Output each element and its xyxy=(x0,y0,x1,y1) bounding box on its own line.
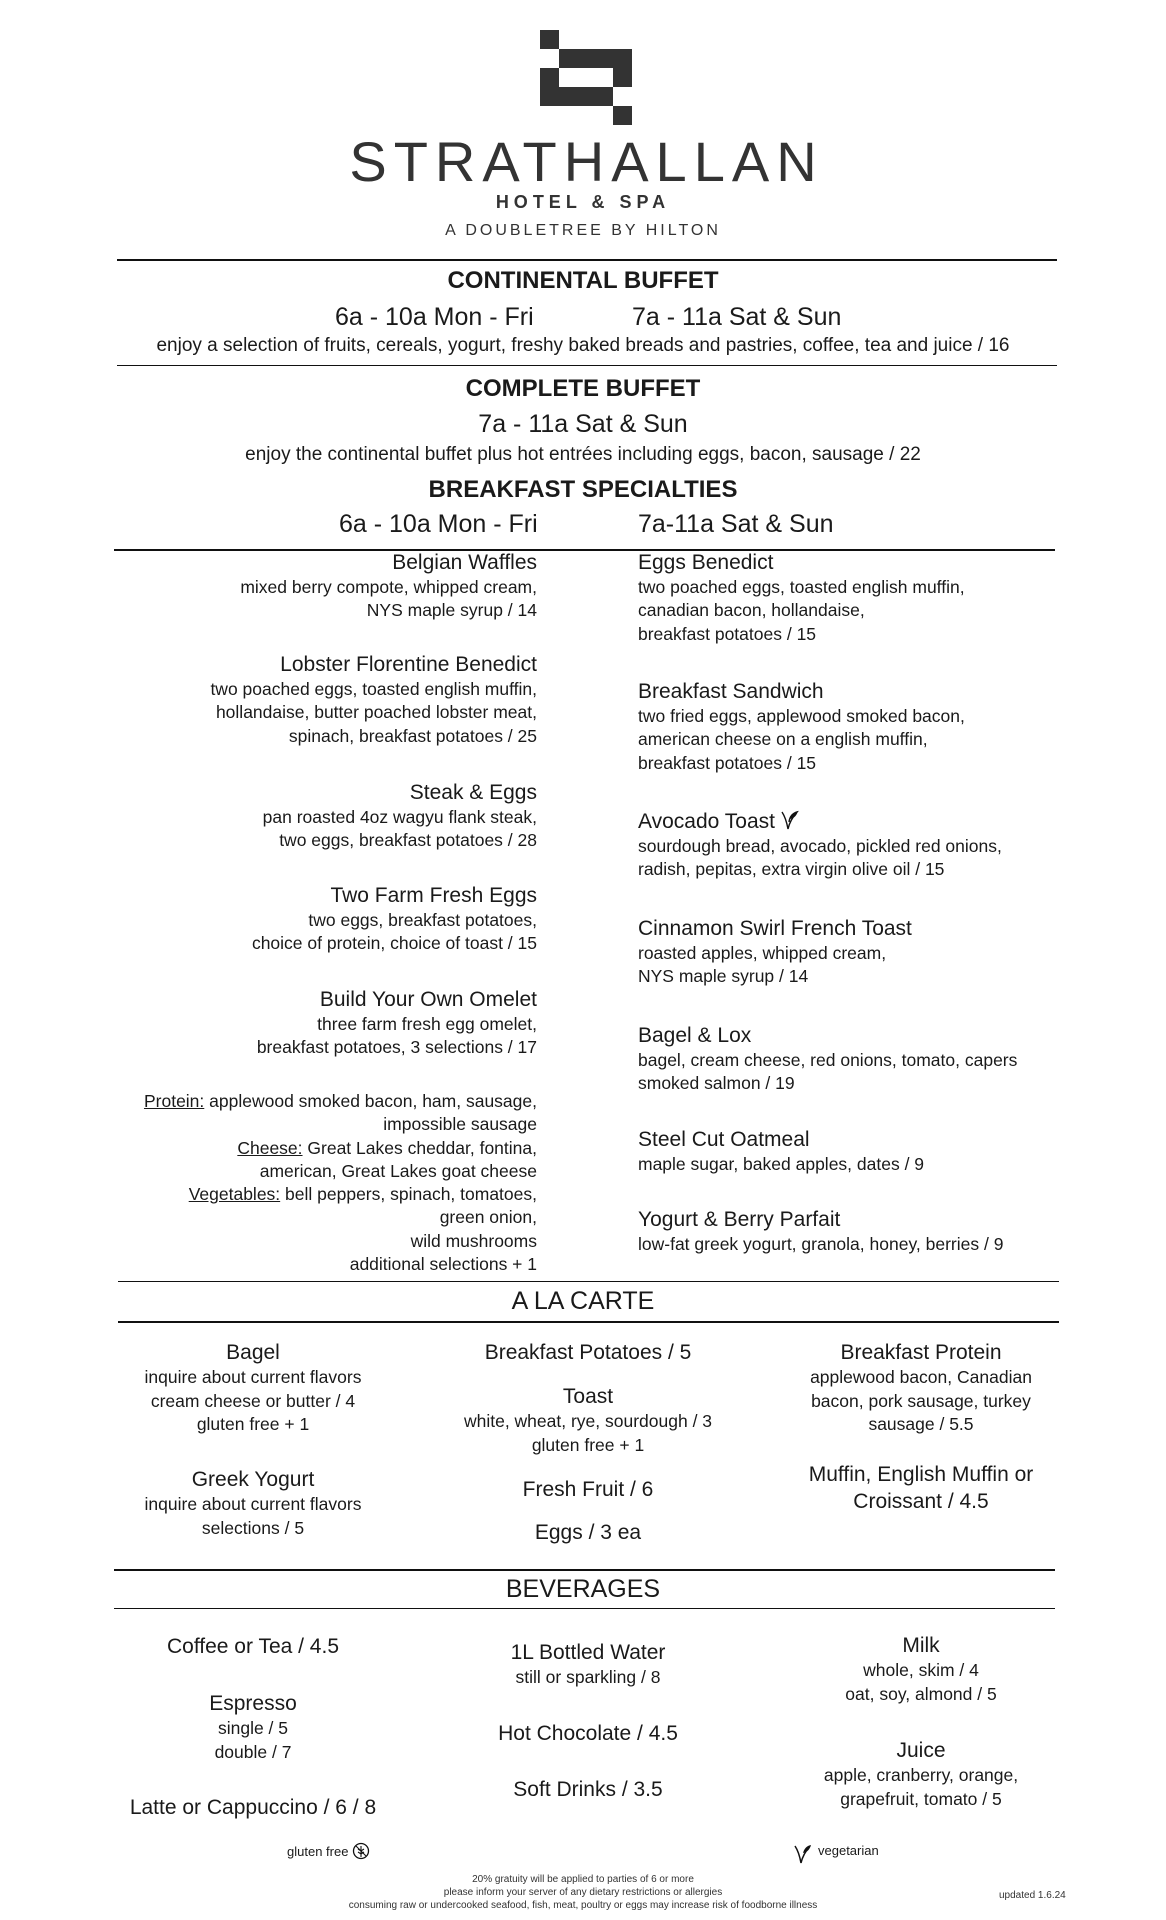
menu-item: Bagel & Lox bagel, cream cheese, red onions, tomato, capers smoked salmon / 19 xyxy=(638,1024,1018,1094)
divider xyxy=(114,1569,1055,1571)
complete-hours: 7a - 11a Sat & Sun xyxy=(478,410,688,438)
complete-title: COMPLETE BUFFET xyxy=(465,375,701,402)
alacarte-muffin: Muffin, English Muffin or Croissant / 4.5 xyxy=(808,1463,1034,1513)
brand-tagline: A DOUBLETREE BY HILTON xyxy=(445,222,721,239)
menu-item: Breakfast Sandwich two fried eggs, applewood smoked bacon, american cheese on a english muffin, breakfast potatoes / 15 xyxy=(638,680,965,773)
alacarte-bagel: Bagel inquire about current flavors cream cheese or butter / 4 gluten free + 1 xyxy=(144,1341,362,1434)
divider xyxy=(118,1321,1059,1323)
menu-item: Two Farm Fresh Eggs two eggs, breakfast potatoes, choice of protein, choice of toast / 15 xyxy=(251,884,537,954)
continental-hours-weekend: 7a - 11a Sat & Sun xyxy=(632,303,842,331)
specialties-title: BREAKFAST SPECIALTIES xyxy=(428,476,738,503)
legend-gluten-free: gluten free xyxy=(287,1842,370,1861)
menu-item: Cinnamon Swirl French Toast roasted apples, whipped cream, NYS maple syrup / 14 xyxy=(638,917,912,987)
beverage-cocoa: Hot Chocolate / 4.5 xyxy=(498,1722,678,1745)
footer-gratuity: 20% gratuity will be applied to parties of 6 or more xyxy=(472,1874,694,1885)
alacarte-eggs: Eggs / 3 ea xyxy=(534,1521,642,1544)
menu-item: Eggs Benedict two poached eggs, toasted english muffin, canadian bacon, hollandaise, breakfast potatoes / 15 xyxy=(638,551,965,644)
complete-desc: enjoy the continental buffet plus hot entrées including eggs, bacon, sausage / 22 xyxy=(245,444,921,465)
beverage-latte: Latte or Cappuccino / 6 / 8 xyxy=(129,1796,377,1819)
divider xyxy=(117,259,1057,261)
omelet-options: Protein: applewood smoked bacon, ham, sausage, impossible sausage Cheese: Great Lakes cheddar, fontina, american, Great Lakes goat cheese Vegetables: bell peppers, spinach, tomatoes, green onion, wild mushrooms additional selections + 1 xyxy=(143,1091,537,1275)
menu-item: Yogurt & Berry Parfait low-fat greek yogurt, granola, honey, berries / 9 xyxy=(638,1208,1004,1254)
beverage-soda: Soft Drinks / 3.5 xyxy=(513,1778,663,1801)
menu-item: Steel Cut Oatmeal maple sugar, baked apples, dates / 9 xyxy=(638,1128,925,1174)
beverages-title: BEVERAGES xyxy=(505,1575,661,1603)
logo-mark-icon xyxy=(540,30,632,125)
vegetarian-leaf-icon xyxy=(781,810,799,830)
alacarte-yogurt: Greek Yogurt inquire about current flavors selections / 5 xyxy=(144,1468,362,1538)
brand-subtitle: HOTEL & SPA xyxy=(495,192,671,212)
continental-title: CONTINENTAL BUFFET xyxy=(447,267,719,294)
menu-item: Steak & Eggs pan roasted 4oz wagyu flank steak, two eggs, breakfast potatoes / 28 xyxy=(262,781,537,851)
menu-item: Build Your Own Omelet three farm fresh egg omelet, breakfast potatoes, 3 selections / 17 xyxy=(256,988,537,1058)
beverage-juice: Juice apple, cranberry, orange, grapefruit, tomato / 5 xyxy=(823,1739,1019,1809)
continental-hours-weekday: 6a - 10a Mon - Fri xyxy=(335,303,534,331)
brand-name: STRATHALLAN xyxy=(349,130,824,193)
legend-vegetarian: vegetarian xyxy=(818,1843,879,1858)
beverage-espresso: Espresso single / 5 double / 7 xyxy=(209,1692,297,1762)
divider xyxy=(114,1608,1055,1609)
footer-allergies: please inform your server of any dietary restrictions or allergies xyxy=(443,1887,723,1898)
specialties-hours-weekend: 7a-11a Sat & Sun xyxy=(638,510,834,538)
menu-item: Belgian Waffles mixed berry compote, whipped cream, NYS maple syrup / 14 xyxy=(240,551,537,621)
gluten-free-icon xyxy=(352,1842,370,1860)
continental-desc: enjoy a selection of fruits, cereals, yogurt, freshy baked breads and pastries, coffee, tea and juice / 16 xyxy=(156,335,1010,356)
vegetarian-leaf-icon xyxy=(794,1843,812,1865)
alacarte-fruit: Fresh Fruit / 6 xyxy=(522,1478,654,1501)
specialties-hours-weekday: 6a - 10a Mon - Fri xyxy=(339,510,538,538)
alacarte-protein: Breakfast Protein applewood bacon, Canadian bacon, pork sausage, turkey sausage / 5.5 xyxy=(810,1341,1032,1434)
alacarte-potatoes: Breakfast Potatoes / 5 xyxy=(484,1341,692,1364)
divider xyxy=(118,1281,1059,1282)
footer-updated: updated 1.6.24 xyxy=(999,1890,1066,1901)
menu-item: Lobster Florentine Benedict two poached eggs, toasted english muffin, hollandaise, butter poached lobster meat, spinach, breakfast potatoes / 25 xyxy=(210,653,537,746)
beverage-coffee: Coffee or Tea / 4.5 xyxy=(166,1635,339,1658)
alacarte-title: A LA CARTE xyxy=(511,1287,655,1315)
alacarte-toast: Toast white, wheat, rye, sourdough / 3 gluten free + 1 xyxy=(463,1385,713,1455)
beverage-water: 1L Bottled Water still or sparkling / 8 xyxy=(510,1641,666,1687)
menu-item: Avocado Toast sourdough bread, avocado, pickled red onions, radish, pepitas, extra virgin olive oil / 15 xyxy=(638,810,1002,880)
divider xyxy=(117,365,1057,366)
beverage-milk: Milk whole, skim / 4 oat, soy, almond / 5 xyxy=(845,1634,997,1704)
footer-raw-warning: consuming raw or undercooked seafood, fish, meat, poultry or eggs may increase risk of foodborne illness xyxy=(348,1900,818,1911)
